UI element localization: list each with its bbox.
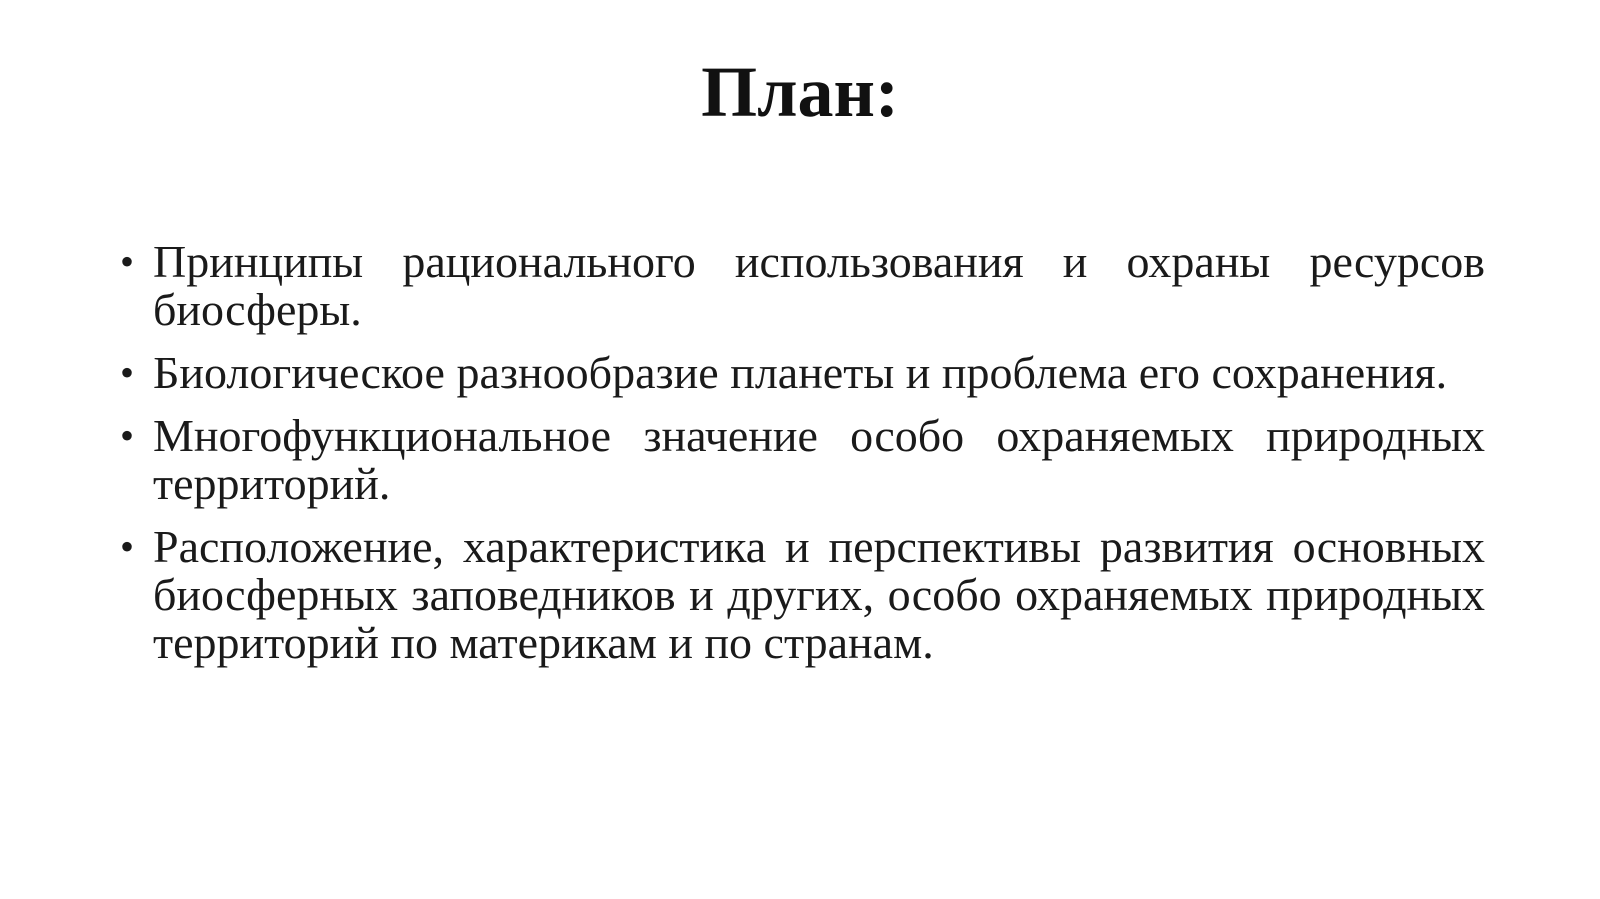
list-item-text: Расположение, характеристика и перспективы развития основных биосферных заповедников и других, особо охраняемых природных территорий по материкам и по странам. xyxy=(153,521,1485,668)
bullet-icon: • xyxy=(120,350,135,395)
bullet-list xyxy=(120,238,1485,682)
list-item xyxy=(120,523,1485,667)
slide-title: План: xyxy=(701,52,899,132)
list-item xyxy=(120,412,1485,508)
list-item-text: Биологическое разнообразие планеты и проблема его сохранения. xyxy=(153,347,1448,398)
list-item xyxy=(120,238,1485,334)
bullet-icon: • xyxy=(120,413,135,458)
list-item-text: Многофункциональное значение особо охраняемых природных территорий. xyxy=(153,410,1485,509)
list-item-text: Принципы рационального использования и охраны ресурсов биосферы. xyxy=(153,236,1485,335)
bullet-icon: • xyxy=(120,239,135,284)
list-item xyxy=(120,349,1485,397)
bullet-icon: • xyxy=(120,524,135,569)
